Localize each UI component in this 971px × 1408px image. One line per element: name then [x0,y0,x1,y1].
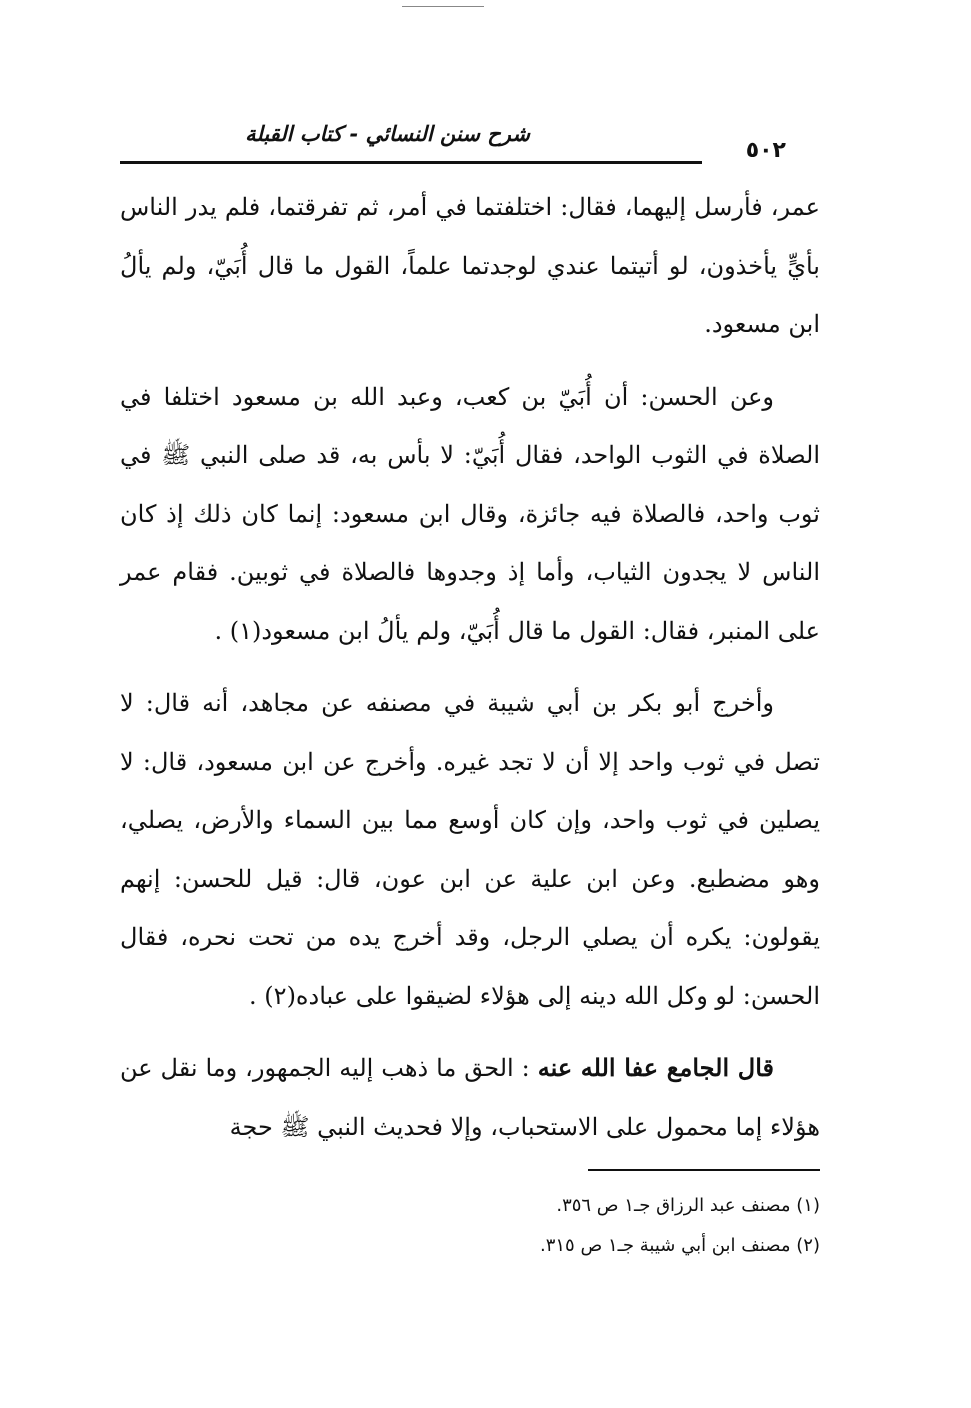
footnote-2: (٢) مصنف ابن أبي شيبة جـ١ ص ٣١٥. [539,1235,820,1256]
paragraph-hasan-narration: وعن الحسن: أن أُبَيّ بن كعب، وعبد الله بن مسعود اختلفا في الصلاة في الثوب الواحد، فقال أُبَيّ: لا بأس به، قد صلى النبي ﷺ في ثوب واحد، فالصلاة فيه جائزة، وقال ابن مسعود: إنما كان ذلك إذ كان الناس لا يجدون الثياب، وأما إذ وجدوها فالصلاة في ثوبين. فقام عمر على المنبر، فقال: القول ما قال أُبَيّ، ولم يألُ ابن مسعود(١) . [120,382,820,645]
page-number: ٥٠٢ [740,138,792,163]
paragraph-author-comment [120,1039,820,1156]
top-decorative-rule [402,6,484,7]
footnotes [420,1186,820,1266]
footnote-1: (١) مصنف عبد الرزاق جـ١ ص ٣٥٦. [556,1195,820,1216]
author-comment-text: : الحق ما ذهب إليه الجمهور، وما نقل عن هؤلاء إما محمول على الاستحباب، وإلا فحديث النبي ﷺ حجة [120,1054,820,1141]
running-header [120,122,820,172]
running-title: شرح سنن النسائي - كتاب القبلة [245,122,530,146]
footnote-separator [588,1169,820,1171]
main-text [120,178,820,1156]
paragraph-ibn-abi-shaybah: وأخرج أبو بكر بن أبي شيبة في مصنفه عن مجاهد، أنه قال: لا تصل في ثوب واحد إلا أن لا تجد غيره. وأخرج عن ابن مسعود، قال: لا يصلين في ثوب واحد، وإن كان أوسع مما بين السماء والأرض، يصلي، وهو مضطبع. وعن ابن علية عن ابن عون، قال: قيل للحسن: إنهم يقولون: يكره أن يصلي الرجل، وقد أخرج يده من تحت نحره، فقال الحسن: لو وكل الله دينه إلى هؤلاء لضيقوا على عباده(٢) . [120,689,820,1010]
author-comment-lead: قال الجامع عفا الله عنه [537,1053,775,1082]
paragraph-continuation: عمر، فأرسل إليهما، فقال: اختلفتما في أمر، ثم تفرقتما، فلم يدر الناس بأيٍّ يأخذون، لو أتيتما عندي لوجدتما علماً، القول ما قال أُبَيّ، ولم يألُ ابن مسعود. [120,193,820,338]
